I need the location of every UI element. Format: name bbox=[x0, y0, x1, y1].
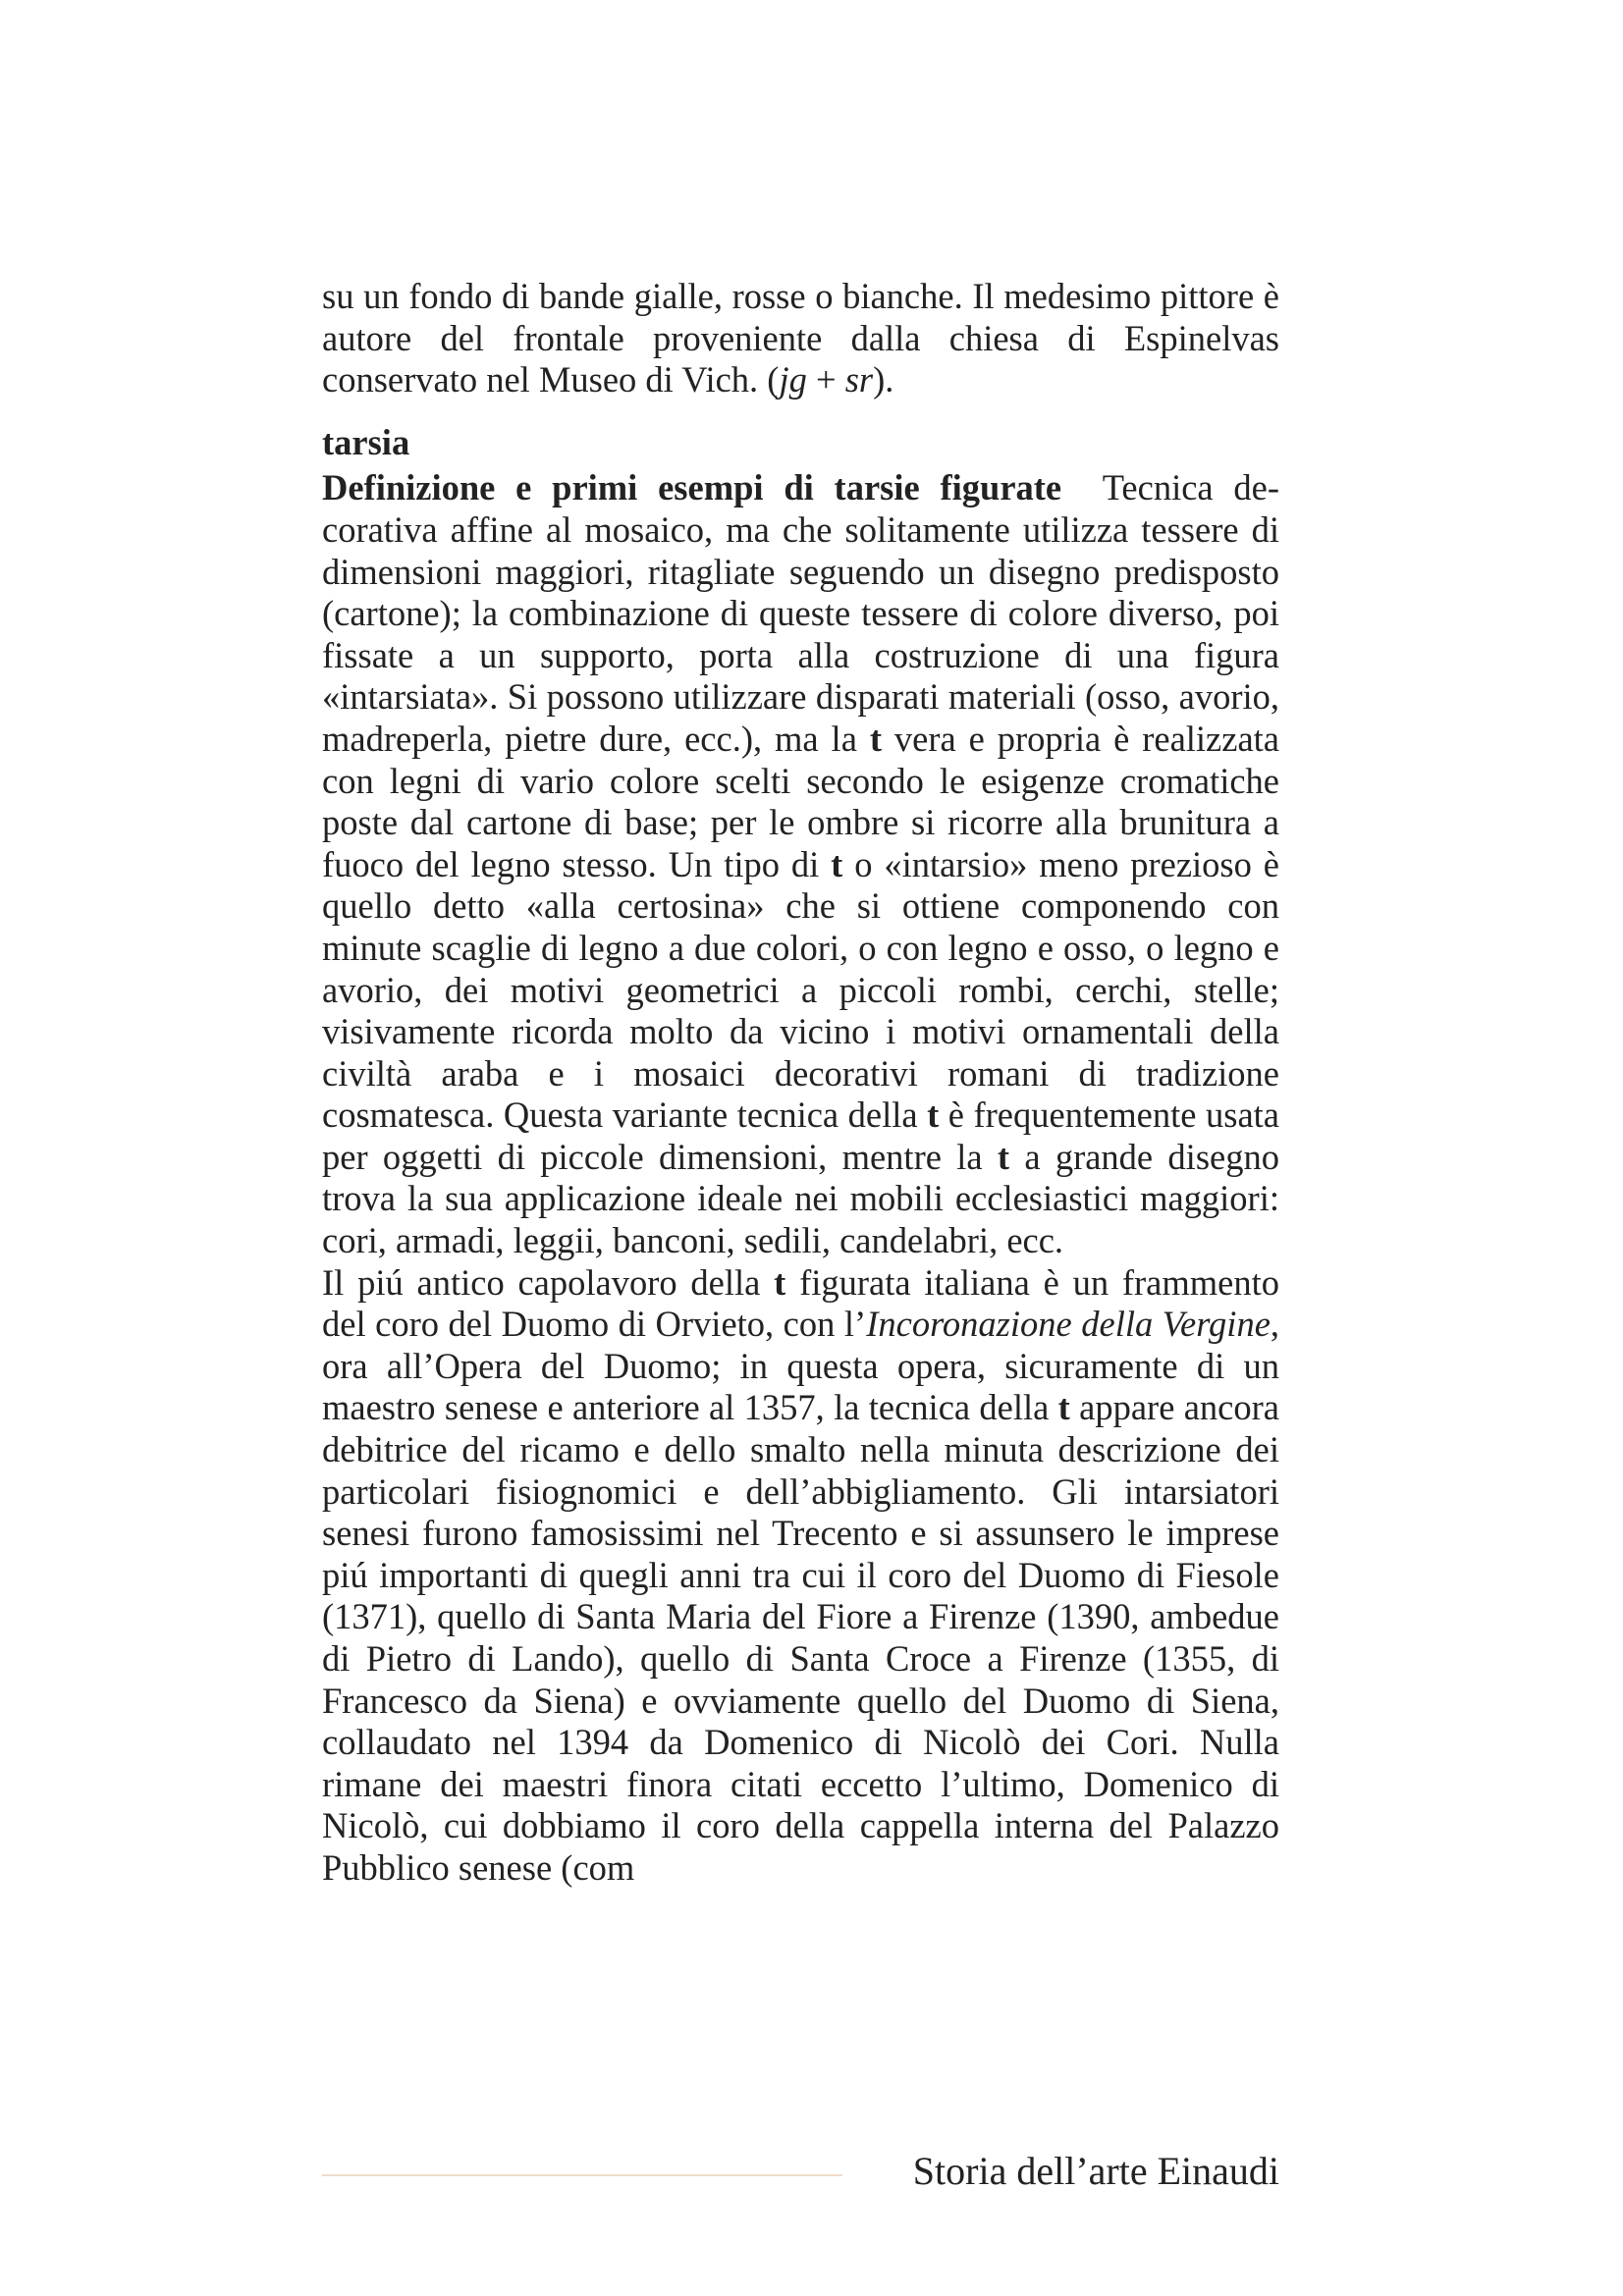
closing-punctuation: ). bbox=[873, 359, 894, 400]
author-initials: sr bbox=[844, 359, 874, 400]
body-text bbox=[322, 276, 1279, 1890]
footer-rule bbox=[322, 2174, 842, 2176]
term-abbreviation: t bbox=[997, 1136, 1010, 1177]
author-initials: jg bbox=[779, 359, 807, 400]
artwork-title: Incoronazione della Vergine bbox=[866, 1304, 1271, 1345]
term-abbreviation: t bbox=[927, 1095, 940, 1136]
term-abbreviation: t bbox=[774, 1261, 786, 1303]
entry-paragraph bbox=[322, 467, 1279, 1261]
text-run: Tecnica decorativa affine al mosaico, ma che solitamente utilizza tessere di dimensioni maggiori, ritagliate seguendo un disegno predisposto (cartone); la combinazione di queste tessere di colore diverso, poi fissate a un supporto, porta alla costruzione di una figura «intarsiata». Si possono utilizzare disparati materiali (osso, avorio, madreperla, pietre dure, ecc.), ma la bbox=[322, 467, 1280, 759]
term-abbreviation: t bbox=[869, 718, 882, 759]
text-run: a grande disegno trova la sua applicazione ideale nei mobili ecclesiastici maggiori: cori, armadi, leggii, banconi, sedili, candelabri, ecc. bbox=[322, 1136, 1279, 1261]
text-run: è frequentemente usata per oggetti di piccole dimensioni, mentre la bbox=[322, 1095, 1279, 1177]
section-title: Definizione e primi esempi di tarsie figurate bbox=[322, 467, 1062, 508]
previous-entry-text: su un fondo di bande gialle, rosse o bianche. Il medesimo pittore è autore del frontale proveniente dalla chiesa di Espinelvas conservato nel Museo di Vich. ( bbox=[322, 276, 1279, 400]
text-run: , ora all’Opera del Duomo; in questa opera, sicuramente di un maestro senese e anteriore al 1357, la tecnica della bbox=[322, 1304, 1280, 1428]
text-run: o «intarsio» meno prezioso è quello detto «alla certosina» che si ottiene componendo con minute scaglie di legno a due colori, o con legno e osso, o legno e avorio, dei motivi geometrici a piccoli rombi, cerchi, stelle; visivamente ricorda molto da vicino i motivi ornamentali della civiltà araba e i mosaici decorativi romani di tradizione cosmatesca. Questa variante tecnica della bbox=[322, 843, 1279, 1136]
author-separator: + bbox=[806, 359, 845, 400]
text-run: figurata italiana è un frammento del coro del Duomo di Orvieto, con l’ bbox=[322, 1261, 1279, 1345]
entry-heading: tarsia bbox=[322, 421, 410, 462]
entry-paragraph bbox=[322, 1262, 1279, 1890]
term-abbreviation: t bbox=[1057, 1387, 1070, 1428]
text-run: Il piú antico capolavoro della bbox=[322, 1261, 775, 1303]
text-run: vera e propria è realizzata con legni di vario colore scelti secondo le esigenze cromatiche poste dal cartone di base; per le ombre si ricorre alla brunitura a fuoco del legno stesso. Un tipo di bbox=[322, 718, 1279, 884]
text-run: appare ancora debitrice del ricamo e dello smalto nella minuta descrizione dei particolari fisiognomici e dell’abbigliamento. Gli intarsiatori senesi furono famosissimi nel Trecento e si assunsero le imprese piú importanti di quegli anni tra cui il coro del Duomo di Fiesole (1371), quello di Santa Maria del Fiore a Firenze (1390, ambedue di Pietro di Lando), quello di Santa Croce a Firenze (1355, di Francesco da Siena) e ovviamente quello del Duomo di Siena, collaudato nel 1394 da Domenico di Nicolò dei Cori. Nulla rimane dei maestri finora citati eccetto l’ultimo, Domenico di Nicolò, cui dobbiamo il coro della cappella interna del Palazzo Pubblico senese (com bbox=[322, 1387, 1279, 1888]
term-abbreviation: t bbox=[831, 843, 843, 884]
footer-label: Storia dell’arte Einaudi bbox=[912, 2149, 1279, 2193]
previous-entry-tail bbox=[322, 276, 1279, 401]
